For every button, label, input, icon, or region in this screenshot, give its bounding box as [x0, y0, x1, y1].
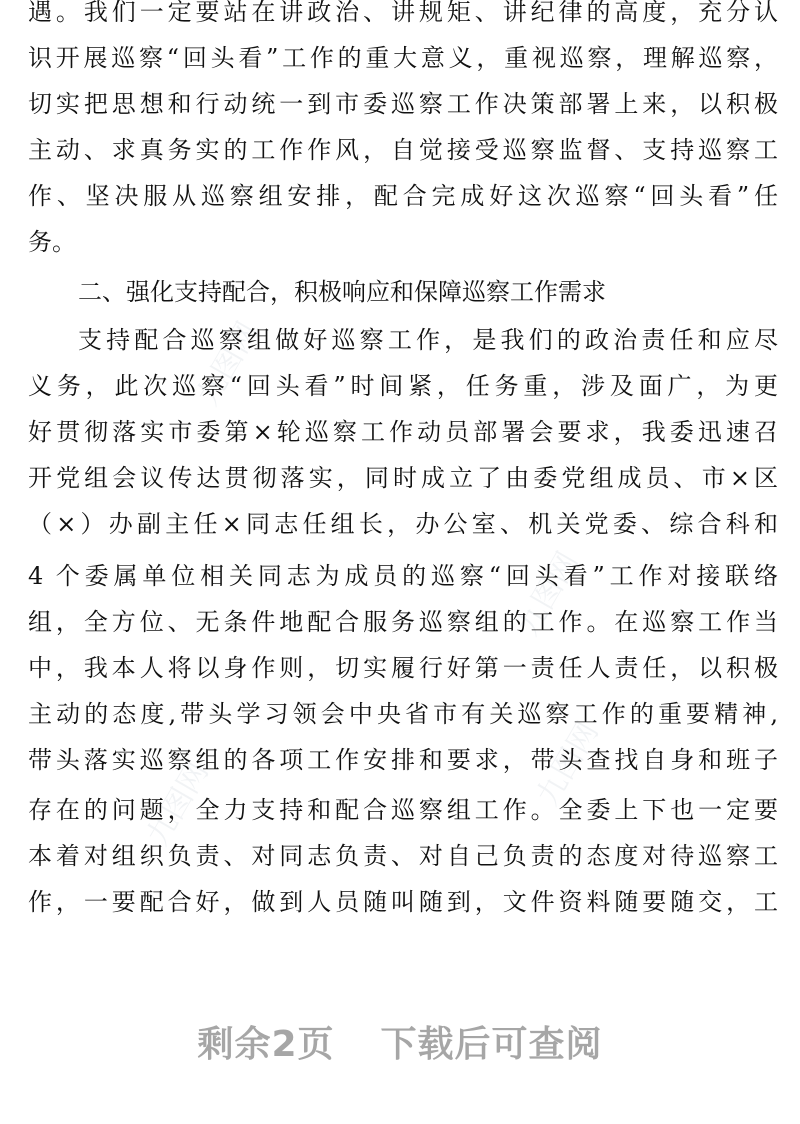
body-line: （×）办副主任×同志任组长，办公室、机关党委、综合科和	[28, 510, 778, 538]
body-line: 中，我本人将以身作则，切实履行好第一责任人责任，以积极	[28, 654, 778, 682]
body-line: 作，一要配合好，做到人员随叫随到，文件资料随要随交，工	[28, 888, 778, 916]
body-line: 遇。我们一定要站在讲政治、讲规矩、讲纪律的高度，充分认	[28, 0, 778, 26]
body-line: 义务，此次巡察“回头看”时间紧，任务重，涉及面广，为更	[28, 372, 778, 400]
watermark: 九图网	[530, 716, 606, 812]
body-line: 带头落实巡察组的各项工作安排和要求，带头查找自身和班子	[28, 746, 778, 774]
download-hint-label: 下载后可查阅	[380, 1024, 603, 1065]
body-line: 识开展巡察“回头看”工作的重大意义，重视巡察，理解巡察，	[28, 44, 778, 72]
body-line: 作、坚决服从巡察组安排，配合完成好这次巡察“回头看”任	[28, 182, 778, 210]
body-line: 主动的态度,带头学习领会中央省市有关巡察工作的重要精神,	[28, 700, 778, 728]
body-line: 4 个委属单位相关同志为成员的巡察“回头看”工作对接联络	[28, 562, 778, 590]
section-heading: 二、强化支持配合，积极响应和保障巡察工作需求	[78, 278, 606, 306]
body-line: 本着对组织负责、对同志负责、对自己负责的态度对待巡察工	[28, 842, 778, 870]
body-line: 切实把思想和行动统一到市委巡察工作决策部署上来，以积极	[28, 90, 778, 118]
body-line: 务。	[28, 228, 76, 256]
body-line: 开党组会议传达贯彻落实，同时成立了由委党组成员、市×区	[28, 464, 778, 492]
body-line: 存在的问题，全力支持和配合巡察组工作。全委上下也一定要	[28, 796, 778, 824]
body-line: 支持配合巡察组做好巡察工作，是我们的政治责任和应尽	[78, 326, 778, 354]
watermark: 九图网	[190, 316, 266, 412]
body-line: 主动、求真务实的工作作风，自觉接受巡察监督、支持巡察工	[28, 136, 778, 164]
watermark: 九图网	[510, 546, 586, 642]
body-line: 组，全方位、无条件地配合服务巡察组的工作。在巡察工作当	[28, 608, 778, 636]
remaining-pages-label: 剩余2页	[197, 1024, 335, 1065]
body-line: 好贯彻落实市委第×轮巡察工作动员部署会要求，我委迅速召	[28, 418, 778, 446]
download-prompt[interactable]	[0, 1015, 800, 1075]
watermark: 九图网	[140, 756, 216, 852]
